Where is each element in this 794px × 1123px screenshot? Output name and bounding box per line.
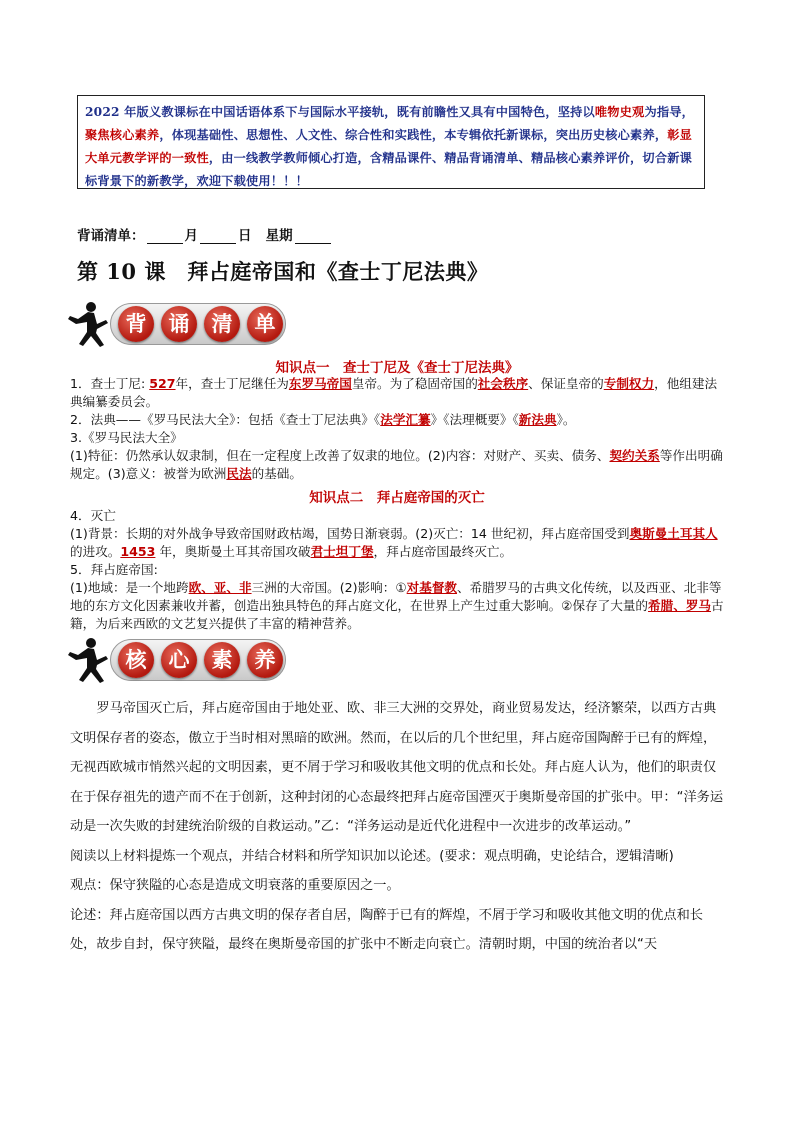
knowledge-point-2-body xyxy=(70,507,726,633)
lesson-title: 第 10 课 拜占庭帝国和《查士丁尼法典》 xyxy=(77,259,489,284)
core-argument: 论述：拜占庭帝国以西方古典文明的保存者自居，陶醉于已有的辉煌，不屑于学习和吸收其他文明的优点和长处，故步自封，保守狭隘，最终在奥斯曼帝国的扩张中不断走向衰亡。清朝时期，中国的统治者以“天 xyxy=(70,907,703,952)
intro-box xyxy=(77,95,705,189)
blank-month xyxy=(147,229,183,244)
item-1: 1．查士丁尼: 527年，查士丁尼继任为东罗马帝国皇帝。为了稳固帝国的社会秩序、保证皇帝的专制权力，他组建法典编纂委员会。 xyxy=(70,376,718,409)
intro-text: 为指导， xyxy=(644,105,695,119)
meta-day: 日 xyxy=(238,228,252,244)
banner-char: 单 xyxy=(247,306,283,342)
intro-highlight: 彰显大单元教学评的一致性 xyxy=(85,128,692,165)
banner-char: 诵 xyxy=(161,306,197,342)
item-4: 4．灭亡 xyxy=(70,508,116,523)
item-5: 5．拜占庭帝国: xyxy=(70,562,158,577)
intro-highlight: 聚焦核心素养 xyxy=(85,128,160,142)
intro-text: ，由一线教学教师倾心打造，含精品课件、精品背诵清单、精品核心素养评价，切合新课标背景下的新教学，欢迎下载使用！！！ xyxy=(85,151,692,188)
intro-highlight: 唯物史观 xyxy=(594,105,645,119)
blank-day xyxy=(200,229,236,244)
core-literacy-section xyxy=(70,694,726,960)
intro-text: ，体现基础性、思想性、人文性、综合性和实践性，本专辑依托新课标，突出历史核心素养， xyxy=(159,128,668,142)
banner-recitation xyxy=(66,300,288,348)
banner-char: 核 xyxy=(118,642,154,678)
meta-label: 背诵清单： xyxy=(77,228,145,244)
recitation-date-line xyxy=(77,224,333,244)
core-question: 阅读以上材料提炼一个观点，并结合材料和所学知识加以论述。(要求：观点明确，史论结合，逻辑清晰) xyxy=(70,848,674,864)
knowledge-point-1-heading: 知识点一 查士丁尼及《查士丁尼法典》 xyxy=(275,360,519,376)
banner-core-literacy xyxy=(66,636,288,684)
item-4-detail: (1)背景：长期的对外战争导致帝国财政枯竭，国势日渐衰弱。(2)灭亡：14 世纪初，拜占庭帝国受到奥斯曼土耳其人的进攻。1453 年，奥斯曼土耳其帝国攻破君士坦丁堡，拜占庭帝国最终灭亡。 xyxy=(70,526,718,559)
meta-weekday: 星期 xyxy=(265,228,293,244)
knowledge-point-1-body xyxy=(70,375,726,483)
item-5-detail: (1)地域：是一个地跨欧、亚、非三洲的大帝国。(2)影响：①对基督教、希腊罗马的古典文化传统，以及西亚、北非等地的东方文化因素兼收并蓄，创造出独具特色的拜占庭文化，在世界上产生过重大影响。②保存了大量的希腊、罗马古籍，为后来西欧的文艺复兴提供了丰富的精神营养。 xyxy=(70,580,724,631)
blank-weekday xyxy=(295,229,331,244)
knowledge-point-2-heading: 知识点二 拜占庭帝国的灭亡 xyxy=(309,490,485,506)
core-material-paragraph: 罗马帝国灭亡后，拜占庭帝国由于地处亚、欧、非三大洲的交界处，商业贸易发达，经济繁荣，以西方古典文明保存者的姿态，傲立于当时相对黑暗的欧洲。然而，在以后的几个世纪里，拜占庭帝国陶醉于已有的辉煌，无视西欧城市悄然兴起的文明因素，更不屑于学习和吸收其他文明的优点和长处。拜占庭人认为，他们的职责仅在于保存祖先的遗产而不在于创新，这种封闭的心态最终把拜占庭帝国湮灭于奥斯曼帝国的扩张中。甲：“洋务运动是一次失败的封建统治阶级的自救运动。”乙：“洋务运动是近代化进程中一次进步的改革运动。” xyxy=(70,701,724,834)
meta-month: 月 xyxy=(184,228,198,244)
martial-artist-icon xyxy=(66,636,110,684)
banner-char: 心 xyxy=(161,642,197,678)
item-2: 2．法典——《罗马民法大全》：包括《查士丁尼法典》《法学汇纂》《法理概要》《新法典》。 xyxy=(70,412,576,427)
banner-char: 素 xyxy=(204,642,240,678)
core-viewpoint: 观点：保守狭隘的心态是造成文明衰落的重要原因之一。 xyxy=(70,878,400,893)
banner-char: 养 xyxy=(247,642,283,678)
item-3: 3.《罗马民法大全》 xyxy=(70,430,183,445)
intro-text: 2022 年版义教课标在中国话语体系下与国际水平接轨，既有前瞻性又具有中国特色，坚持以 xyxy=(85,105,595,119)
banner-char: 背 xyxy=(118,306,154,342)
banner-char: 清 xyxy=(204,306,240,342)
martial-artist-icon xyxy=(66,300,110,348)
item-3-detail: (1)特征：仍然承认奴隶制，但在一定程度上改善了奴隶的地位。(2)内容：对财产、买卖、债务、契约关系等作出明确规定。(3)意义：被誉为欧洲民法的基础。 xyxy=(70,448,723,481)
